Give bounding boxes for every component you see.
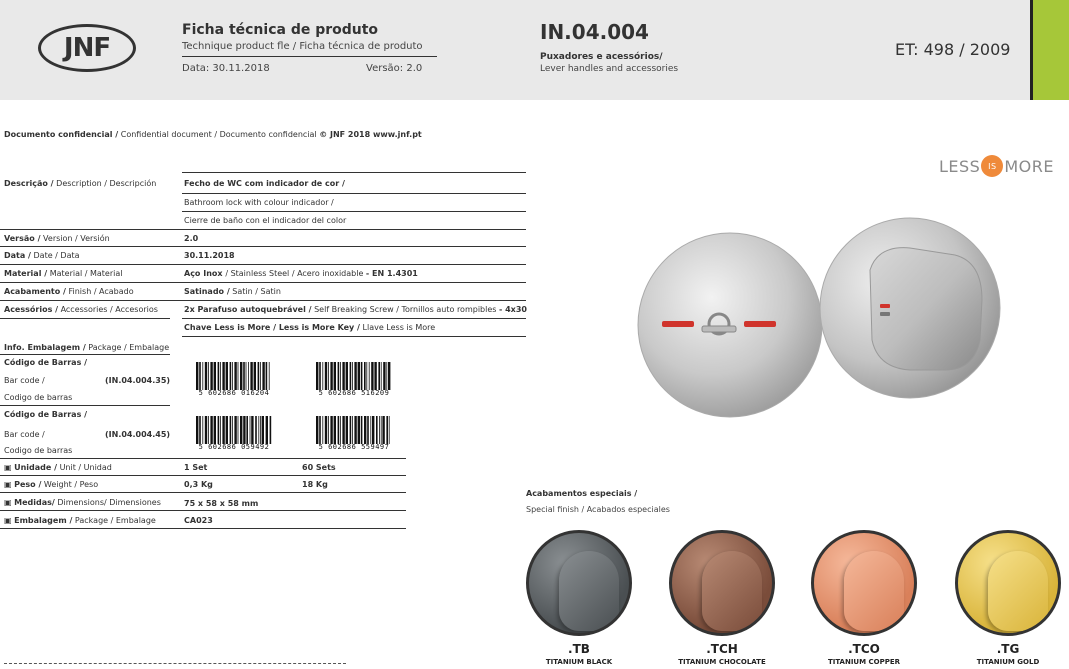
less-is-more-brand bbox=[939, 155, 1054, 177]
rule bbox=[182, 318, 526, 319]
swatch-knob bbox=[559, 551, 619, 631]
rule bbox=[0, 318, 170, 319]
weight-value-1: 0,3 Kg bbox=[184, 480, 213, 489]
finishes-subtitle: Special finish / Acabados especiales bbox=[526, 505, 670, 514]
product-photo bbox=[610, 200, 1030, 420]
confidential-bold: Documento confidencial / bbox=[4, 130, 119, 139]
box-icon: ▣ bbox=[4, 516, 12, 525]
package-info-label: Info. Embalagem / Package / Embalage bbox=[4, 343, 170, 352]
doc-date: Data: 30.11.2018 bbox=[182, 63, 270, 74]
barcode-es-2: Codigo de barras bbox=[4, 446, 73, 455]
et-number: ET: 498 / 2009 bbox=[895, 40, 1011, 59]
description-en: Bathroom lock with colour indicador / bbox=[184, 198, 334, 207]
unit-value-2: 60 Sets bbox=[302, 463, 336, 472]
doc-version: Versão: 2.0 bbox=[366, 63, 423, 74]
barcode-es-1: Codigo de barras bbox=[4, 393, 73, 402]
finish-swatch bbox=[526, 530, 632, 636]
finish-code: .TCH bbox=[706, 642, 738, 656]
description-label: Descrição / Description / Descripción bbox=[4, 179, 157, 188]
dimensions-label: ▣ Medidas/ Dimensions/ Dimensiones bbox=[4, 498, 161, 507]
barcode-digits: 5 602686 559497 bbox=[318, 443, 390, 451]
finish-swatch bbox=[811, 530, 917, 636]
swatch-knob bbox=[702, 551, 762, 631]
rule bbox=[0, 229, 526, 230]
material-label: Material / Material / Material bbox=[4, 269, 123, 278]
barcode-2 bbox=[308, 360, 400, 398]
barcode-label-1: Código de Barras / bbox=[4, 358, 88, 367]
product-category-en: Lever handles and accessories bbox=[540, 64, 679, 74]
brand-less: LESS bbox=[939, 156, 981, 176]
rule bbox=[0, 528, 406, 529]
barcode-en-1: Bar code / bbox=[4, 376, 45, 385]
version-label: Versão / Version / Versión bbox=[4, 234, 110, 243]
version-value: 2.0 bbox=[184, 234, 199, 243]
product-code: IN.04.004 bbox=[540, 20, 649, 44]
material-value: Aço Inox / Stainless Steel / Acero inoxidable - EN 1.4301 bbox=[184, 269, 418, 278]
brand-more: MORE bbox=[1004, 156, 1054, 176]
accessories-2: Chave Less is More / Less is More Key / Llave Less is More bbox=[184, 323, 436, 332]
product-category: Puxadores e acessórios/ bbox=[540, 52, 663, 62]
description-pt: Fecho de WC com indicador de cor / bbox=[184, 179, 345, 188]
turn-knob-rose bbox=[820, 218, 1000, 398]
box-icon: ▣ bbox=[4, 463, 12, 472]
indicator-rose bbox=[638, 233, 822, 417]
weight-value-2: 18 Kg bbox=[302, 480, 328, 489]
barcode-digits: 5 602686 016204 bbox=[198, 389, 270, 397]
unit-label: ▣ Unidade / Unit / Unidad bbox=[4, 463, 112, 472]
finish-name: TITANIUM GOLD bbox=[976, 658, 1040, 666]
barcode-3 bbox=[188, 414, 280, 452]
footer-dashed-rule bbox=[4, 663, 346, 664]
header-rule bbox=[182, 56, 437, 57]
accessories-1: 2x Parafuso autoquebrável / Self Breaking Screw / Tornillos auto rompibles - 4x30 bbox=[184, 305, 527, 314]
unit-value-1: 1 Set bbox=[184, 463, 208, 472]
rule bbox=[0, 492, 406, 493]
barcode-4 bbox=[308, 414, 400, 452]
finish-value: Satinado / Satin / Satin bbox=[184, 287, 281, 296]
confidential-note bbox=[4, 130, 422, 139]
finish-name: TITANIUM BLACK bbox=[545, 658, 613, 666]
dimensions-value: 75 x 58 x 58 mm bbox=[184, 499, 259, 508]
swatch-knob bbox=[988, 551, 1048, 631]
finish-code: .TG bbox=[996, 642, 1020, 656]
confidential-copyright: © JNF 2018 www.jnf.pt bbox=[319, 130, 422, 139]
ref-2: (IN.04.004.45) bbox=[105, 430, 171, 439]
weight-label: ▣ Peso / Weight / Peso bbox=[4, 480, 99, 489]
accessories-label: Acessórios / Accessories / Accesorios bbox=[4, 305, 158, 314]
doc-title: Ficha técnica de produto bbox=[182, 22, 379, 38]
rule bbox=[0, 510, 406, 511]
date-value: 30.11.2018 bbox=[184, 251, 235, 260]
brand-is-circle: IS bbox=[981, 155, 1003, 177]
swatch-knob bbox=[844, 551, 904, 631]
rule bbox=[0, 264, 526, 265]
rule bbox=[0, 300, 526, 301]
confidential-rest: Confidential document / Documento confidencial bbox=[118, 130, 320, 139]
rule bbox=[0, 246, 526, 247]
rule bbox=[182, 211, 526, 212]
finish-swatch bbox=[955, 530, 1061, 636]
barcode-1 bbox=[188, 360, 280, 398]
rule bbox=[0, 405, 170, 406]
finish-label: Acabamento / Finish / Acabado bbox=[4, 287, 134, 296]
logo-text: JNF bbox=[63, 33, 111, 63]
barcode-en-2: Bar code / bbox=[4, 430, 45, 439]
barcode-digits: 5 602686 059492 bbox=[198, 443, 270, 451]
barcode-label-2: Código de Barras / bbox=[4, 410, 88, 419]
finish-code: .TCO bbox=[848, 642, 880, 656]
ref-1: (IN.04.004.35) bbox=[105, 376, 171, 385]
rule bbox=[0, 354, 170, 355]
rule bbox=[0, 282, 526, 283]
jnf-logo bbox=[38, 24, 136, 72]
barcode-digits: 5 602686 516209 bbox=[318, 389, 390, 397]
rule bbox=[0, 458, 406, 459]
rule bbox=[0, 475, 406, 476]
finish-name: TITANIUM CHOCOLATE bbox=[678, 658, 766, 666]
packaging-label: ▣ Embalagem / Package / Embalage bbox=[4, 516, 156, 525]
box-icon: ▣ bbox=[4, 480, 12, 489]
header-accent-bar bbox=[1033, 0, 1069, 100]
doc-subtitle: Technique product fle / Ficha técnica de produto bbox=[182, 41, 423, 52]
rule bbox=[182, 336, 526, 337]
box-icon: ▣ bbox=[4, 498, 12, 507]
finishes-title: Acabamentos especiais / bbox=[526, 489, 638, 498]
finish-swatch bbox=[669, 530, 775, 636]
date-label: Data / Date / Data bbox=[4, 251, 80, 260]
finish-name: TITANIUM COPPER bbox=[827, 658, 901, 666]
finish-code: .TB bbox=[568, 642, 590, 656]
rule bbox=[182, 172, 526, 173]
rule bbox=[182, 193, 526, 194]
packaging-value: CA023 bbox=[184, 516, 213, 525]
description-es: Cierre de baño con el indicador del color bbox=[184, 216, 347, 225]
